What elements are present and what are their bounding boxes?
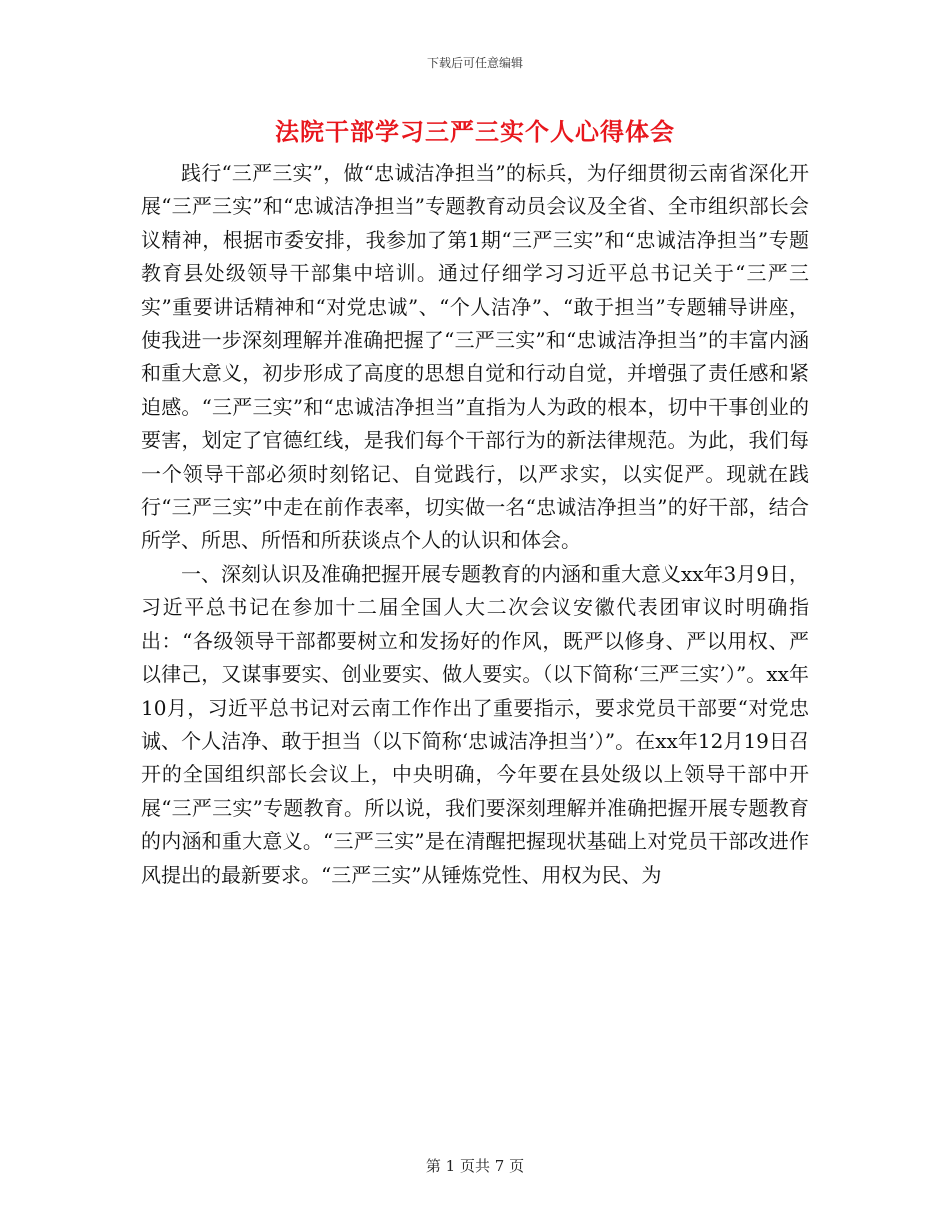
page-header-note: 下载后可任意编辑 (426, 56, 523, 70)
page-number-footer: 第 1 页共 7 页 (425, 1157, 525, 1175)
body-paragraph-section-one: 一、深刻认识及准确把握开展专题教育的内涵和重大意义xx年3月9日，习近平总书记在参加十二届全国人大二次会议安徽代表团审议时明确指出：“各级领导干部都要树立和发扬好的作风，既严以修身、严以用权、严以律己，又谋事要实、创业要实、做人要实。（以下简称‘三严三实’）”。xx年10月，习近平总书记对云南工作作出了重要指示，要求党员干部要“对党忠诚、个人洁净、敢于担当（以下简称‘忠诚洁净担当’）”。在xx年12月19日召开的全国组织部长会议上，中央明确，今年要在县处级以上领导干部中开展“三严三实”专题教育。所以说，我们要深刻理解并准确把握开展专题教育的内涵和重大意义。“三严三实”是在清醒把握现状基础上对党员干部改进作风提出的最新要求。“三严三实”从锤炼党性、用权为民、为 (141, 561, 810, 887)
document-title: 法院干部学习三严三实个人心得体会 (275, 117, 675, 146)
body-paragraph-intro: 践行“三严三实”，做“忠诚洁净担当”的标兵，为仔细贯彻云南省深化开展“三严三实”和“忠诚洁净担当”专题教育动员会议及全省、全市组织部长会议精神，根据市委安排，我参加了第1期“三严三实”和“忠诚洁净担当”专题教育县处级领导干部集中培训。通过仔细学习习近平总书记关于“三严三实”重要讲话精神和“对党忠诚”、“个人洁净”、“敢于担当”专题辅导讲座，使我进一步深刻理解并准确把握了“三严三实”和“忠诚洁净担当”的丰富内涵和重大意义，初步形成了高度的思想自觉和行动自觉，并增强了责任感和紧迫感。“三严三实”和“忠诚洁净担当”直指为人为政的根本，切中干事创业的要害，划定了官德红线，是我们每个干部行为的新法律规范。为此，我们每一个领导干部必须时刻铭记、自觉践行，以严求实，以实促严。现就在践行“三严三实”中走在前作表率，切实做一名“忠诚洁净担当”的好干部，结合所学、所思、所悟和所获谈点个人的认识和体会。 (141, 161, 809, 553)
document-body (141, 157, 809, 892)
